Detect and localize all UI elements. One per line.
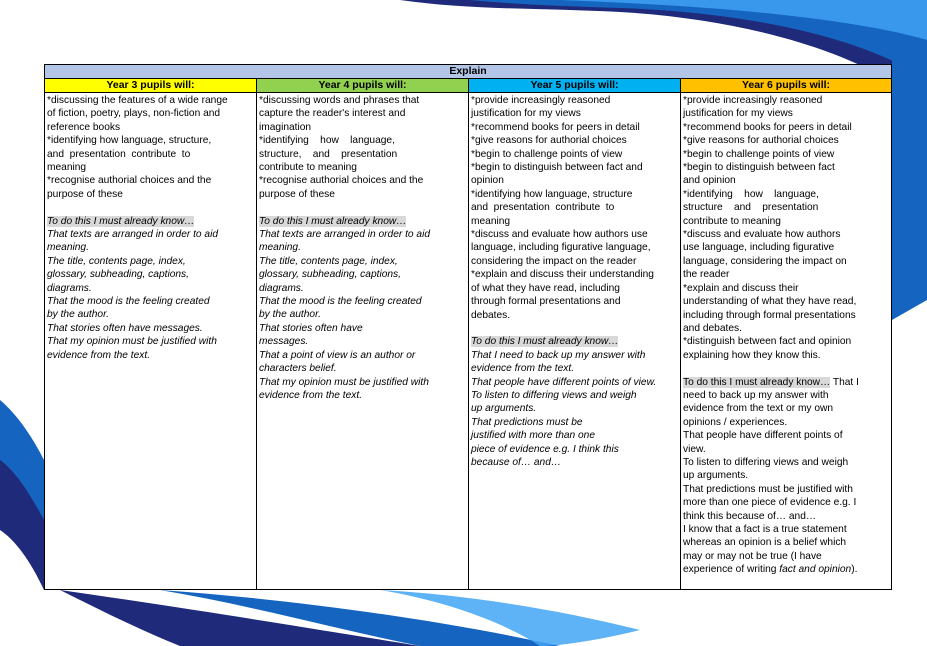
- year6-know-point: whereas an opinion is a belief which: [683, 537, 847, 549]
- year5-point: *give reasons for authorial choices: [471, 135, 627, 147]
- year6-point: structure and presentation: [683, 202, 819, 214]
- year5-know-heading: To do this I must already know…: [471, 336, 619, 348]
- year4-know-point: diagrams.: [259, 282, 304, 294]
- year5-point: *provide increasingly reasoned: [471, 95, 611, 106]
- year6-point: and opinion: [683, 175, 736, 187]
- year3-know-point: meaning.: [47, 242, 89, 254]
- year4-know-point: That my opinion must be justified with: [259, 376, 429, 388]
- year4-point: contribute to meaning: [259, 162, 357, 174]
- year6-point: and debates.: [683, 322, 742, 334]
- year6-know-point: more than one piece of evidence e.g. I: [683, 497, 857, 509]
- year3-point: *recognise authorial choices and the: [47, 175, 212, 187]
- year3-point: purpose of these: [47, 188, 123, 200]
- year6-know-point: evidence from the text or my own: [683, 403, 834, 415]
- year5-know-point: That people have different points of view.: [471, 376, 657, 388]
- year6-know-point: opinions / experiences.: [683, 416, 788, 428]
- year3-know-point: That the mood is the feeling created: [47, 296, 210, 308]
- column-year5: [469, 79, 681, 589]
- column-year3: [45, 79, 257, 589]
- year6-point: language, considering the impact on: [683, 255, 847, 267]
- year5-point: justification for my views: [471, 108, 581, 120]
- year6-point: understanding of what they have read,: [683, 296, 857, 308]
- year6-point: contribute to meaning: [683, 215, 781, 227]
- year5-point: considering the impact on the reader: [471, 255, 637, 267]
- year5-point: *begin to distinguish between fact and: [471, 162, 643, 174]
- year6-point: *recommend books for peers in detail: [683, 121, 852, 133]
- year6-point: *begin to distinguish between fact: [683, 162, 835, 174]
- year3-know-heading: To do this I must already know…: [47, 215, 195, 227]
- year6-know-point: may or may not be true (I have: [683, 550, 822, 562]
- year6-know-last-italic: fact and opinion: [779, 564, 852, 576]
- year5-point: and presentation contribute to: [471, 202, 615, 214]
- year5-point: meaning: [471, 215, 511, 227]
- year6-point: *identifying how language,: [683, 188, 819, 200]
- year5-know-point: To listen to differing views and weigh: [471, 389, 637, 401]
- year6-point: *distinguish between fact and opinion: [683, 336, 852, 348]
- swoosh-right-strip: [892, 40, 927, 320]
- year6-point: *provide increasingly reasoned: [683, 95, 823, 106]
- year4-know-point: messages.: [259, 336, 309, 348]
- year6-know-first-tail: That I: [830, 376, 859, 388]
- year5-point: debates.: [471, 309, 511, 321]
- year5-know-point: evidence from the text.: [471, 363, 575, 375]
- year3-know-point: by the author.: [47, 309, 109, 321]
- table-title: Explain: [45, 65, 891, 79]
- year6-know-point: view.: [683, 443, 706, 455]
- column-year4: [257, 79, 469, 589]
- year4-point: *recognise authorial choices and the: [259, 175, 424, 187]
- year5-know-point: because of… and…: [471, 456, 562, 468]
- year6-point: *discuss and evaluate how authors: [683, 229, 841, 241]
- year5-point: of what they have read, including: [471, 282, 620, 294]
- year3-point: and presentation contribute to: [47, 148, 191, 160]
- year4-point: imagination: [259, 121, 312, 133]
- year5-know-point: up arguments.: [471, 403, 537, 415]
- year3-know-point: The title, contents page, index,: [47, 255, 186, 267]
- year4-know-point: characters belief.: [259, 363, 337, 375]
- year4-know-point: That the mood is the feeling created: [259, 296, 422, 308]
- year5-body: [469, 93, 680, 470]
- year6-point: use language, including figurative: [683, 242, 835, 254]
- year3-know-point: That my opinion must be justified with: [47, 336, 217, 348]
- year5-know-point: That predictions must be: [471, 416, 583, 428]
- year5-point: opinion: [471, 175, 504, 187]
- explain-table: [44, 64, 892, 590]
- table-columns: [45, 79, 891, 589]
- year5-know-point: piece of evidence e.g. I think this: [471, 443, 619, 455]
- year6-body: [681, 93, 891, 578]
- year5-point: language, including figurative language,: [471, 242, 651, 254]
- year4-point: capture the reader's interest and: [259, 108, 406, 120]
- year5-heading: Year 5 pupils will:: [469, 79, 680, 93]
- year5-point: *identifying how language, structure: [471, 188, 633, 200]
- year6-know-point: That people have different points of: [683, 430, 843, 442]
- year4-know-point: That texts are arranged in order to aid: [259, 229, 431, 241]
- year4-know-point: evidence from the text.: [259, 389, 363, 401]
- year4-point: purpose of these: [259, 188, 335, 200]
- year5-point: *recommend books for peers in detail: [471, 121, 640, 133]
- year4-know-heading: To do this I must already know…: [259, 215, 407, 227]
- year5-know-point: That I need to back up my answer with: [471, 349, 646, 361]
- year3-point: of fiction, poetry, plays, non-fiction and: [47, 108, 221, 120]
- year6-know-point: need to back up my answer with: [683, 389, 829, 401]
- year3-point: *discussing the features of a wide range: [47, 95, 228, 106]
- year5-know-point: justified with more than one: [471, 430, 596, 442]
- year6-know-point: To listen to differing views and weigh: [683, 456, 849, 468]
- year3-know-point: glossary, subheading, captions,: [47, 269, 189, 281]
- year3-know-point: That stories often have messages.: [47, 322, 203, 334]
- year6-point: explaining how they know this.: [683, 349, 821, 361]
- year4-point: *discussing words and phrases that: [259, 95, 420, 106]
- year4-point: structure, and presentation: [259, 148, 398, 160]
- year4-body: [257, 93, 468, 403]
- year4-know-point: by the author.: [259, 309, 321, 321]
- year4-know-point: glossary, subheading, captions,: [259, 269, 401, 281]
- year6-know-last-suffix: ).: [851, 564, 858, 576]
- column-year6: [681, 79, 891, 589]
- year3-point: *identifying how language, structure,: [47, 135, 212, 147]
- year3-know-point: evidence from the text.: [47, 349, 151, 361]
- year5-point: *begin to challenge points of view: [471, 148, 623, 160]
- year4-know-point: The title, contents page, index,: [259, 255, 398, 267]
- year6-know-point: I know that a fact is a true statement: [683, 523, 847, 535]
- year6-point: *begin to challenge points of view: [683, 148, 835, 160]
- year3-heading: Year 3 pupils will:: [45, 79, 256, 93]
- year6-point: including through formal presentations: [683, 309, 856, 321]
- year6-point: *give reasons for authorial choices: [683, 135, 839, 147]
- year6-know-heading: To do this I must already know…: [683, 376, 831, 388]
- year4-know-point: That a point of view is an author or: [259, 349, 416, 361]
- year4-know-point: That stories often have: [259, 322, 363, 334]
- year3-point: meaning: [47, 162, 87, 174]
- year3-body: [45, 93, 256, 363]
- year3-point: reference books: [47, 121, 121, 133]
- year6-know-point: That predictions must be justified with: [683, 483, 853, 495]
- year6-point: *explain and discuss their: [683, 282, 799, 294]
- year6-know-point: think this because of… and…: [683, 510, 817, 522]
- year5-point: *explain and discuss their understanding: [471, 269, 654, 281]
- year4-point: *identifying how language,: [259, 135, 395, 147]
- year6-point: the reader: [683, 269, 730, 281]
- year4-know-point: meaning.: [259, 242, 301, 254]
- year3-know-point: diagrams.: [47, 282, 92, 294]
- year4-heading: Year 4 pupils will:: [257, 79, 468, 93]
- year3-know-point: That texts are arranged in order to aid: [47, 229, 219, 241]
- year5-point: *discuss and evaluate how authors use: [471, 229, 648, 241]
- year6-point: justification for my views: [683, 108, 793, 120]
- year6-heading: Year 6 pupils will:: [681, 79, 891, 93]
- year6-know-last-prefix: experience of writing: [683, 564, 780, 576]
- year5-point: through formal presentations and: [471, 296, 621, 308]
- year6-know-point: up arguments.: [683, 470, 749, 482]
